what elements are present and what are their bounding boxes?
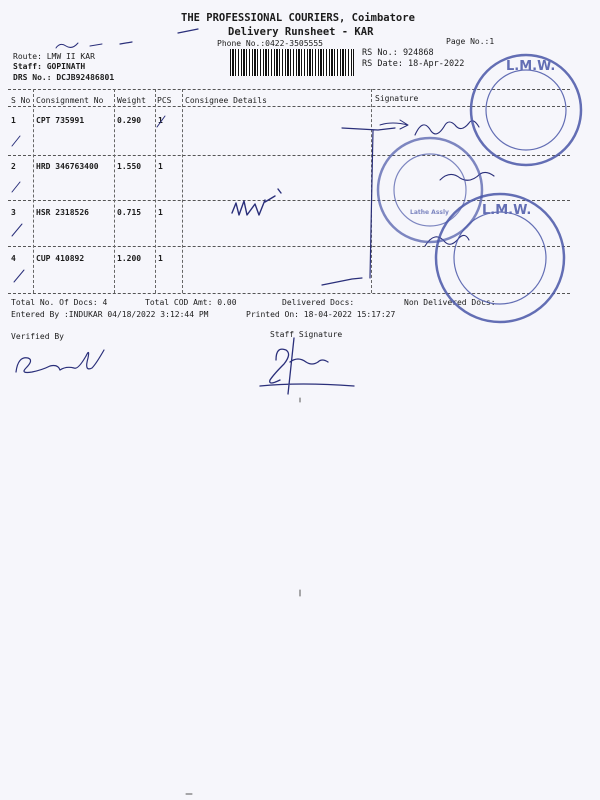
col-header-consignee: Consignee Details [185,96,267,105]
row-weight: 1.200 [117,254,142,263]
col-divider [33,89,34,293]
non-delivered-docs: Non Delivered Docs: [404,298,496,307]
stamp-text-middle: Lathe Assly [410,209,449,216]
col-divider [155,89,156,293]
scan-mark [186,398,300,794]
company-name: THE PROFESSIONAL COURIERS, Coimbatore [181,12,415,24]
printed-on: Printed On: 18-04-2022 15:17:27 [246,310,396,319]
tick-mark [12,136,20,146]
row-sno: 4 [11,254,16,263]
lmw-handwriting-text: LMW. [234,203,268,219]
row-weight: 1.550 [117,162,142,171]
row-consignment: HSR 2318526 [36,208,89,217]
col-header-consignment: Consignment No [36,96,104,105]
col-divider [182,89,183,293]
col-header-pcs: PCS [157,96,172,105]
verified-by-label: Verified By [11,332,64,341]
signature-bracket [322,128,395,285]
staff-signature [260,338,354,394]
lmw-handwriting [232,189,281,215]
row-pcs: 1 [158,116,163,125]
verified-signature [16,350,104,373]
route-scribble [120,29,198,44]
entered-by: Entered By :INDUKAR 04/18/2022 3:12:44 PM [11,310,209,319]
stamp-top-right [471,55,581,165]
route: Route: LMW II KAR [13,52,95,61]
col-header-signature: Signature [375,94,419,103]
rs-date: RS Date: 18-Apr-2022 [362,59,465,69]
col-divider [114,89,115,293]
row-consignment: CPT 735991 [36,116,85,125]
tick-mark [14,270,24,282]
col-header-sno: S No [11,96,31,105]
row-sno: 1 [11,116,16,125]
table-top-rule [8,89,570,90]
runsheet-title: Delivery Runsheet - KAR [228,26,374,38]
consignee-signature [415,121,479,135]
tick-mark [12,224,22,236]
page-number: Page No.:1 [446,37,495,46]
row-weight: 0.290 [117,116,142,125]
row-pcs: 1 [158,162,163,171]
signature-arrow [380,120,408,129]
col-header-weight: Weight [117,96,146,105]
row-consignment: HRD 346763400 [36,162,99,171]
stamp-text-bottom: L.M.W. [482,203,532,218]
stamp-middle [378,138,482,242]
col-divider [371,89,372,293]
tick-mark [12,182,20,192]
row-pcs: 1 [158,254,163,263]
row-sno: 2 [11,162,16,171]
staff-name: Staff: GOPINATH [13,62,86,71]
delivered-docs: Delivered Docs: [282,298,355,307]
total-cod: Total COD Amt: 0.00 [145,298,237,307]
stamp-text-top: L.M.W. [506,59,556,74]
rs-number: RS No.: 924868 [362,48,434,58]
phone-number: Phone No.:0422-3505555 [217,39,323,48]
row-sno: 3 [11,208,16,217]
row-divider [8,200,570,201]
staff-signature-label: Staff Signature [270,330,343,339]
table-bottom-rule [8,293,570,294]
consignee-signature [425,235,469,246]
row-weight: 0.715 [117,208,142,217]
drs-number: DRS No.: DCJB92486801 [13,73,115,82]
row-divider [8,155,570,156]
consignee-signature [440,172,494,180]
row-consignment: CUP 410892 [36,254,85,263]
route-scribble [56,43,102,48]
row-pcs: 1 [158,208,163,217]
total-docs: Total No. Of Docs: 4 [11,298,108,307]
row-divider [8,246,570,247]
barcode [230,49,354,76]
table-header-rule [8,106,570,107]
